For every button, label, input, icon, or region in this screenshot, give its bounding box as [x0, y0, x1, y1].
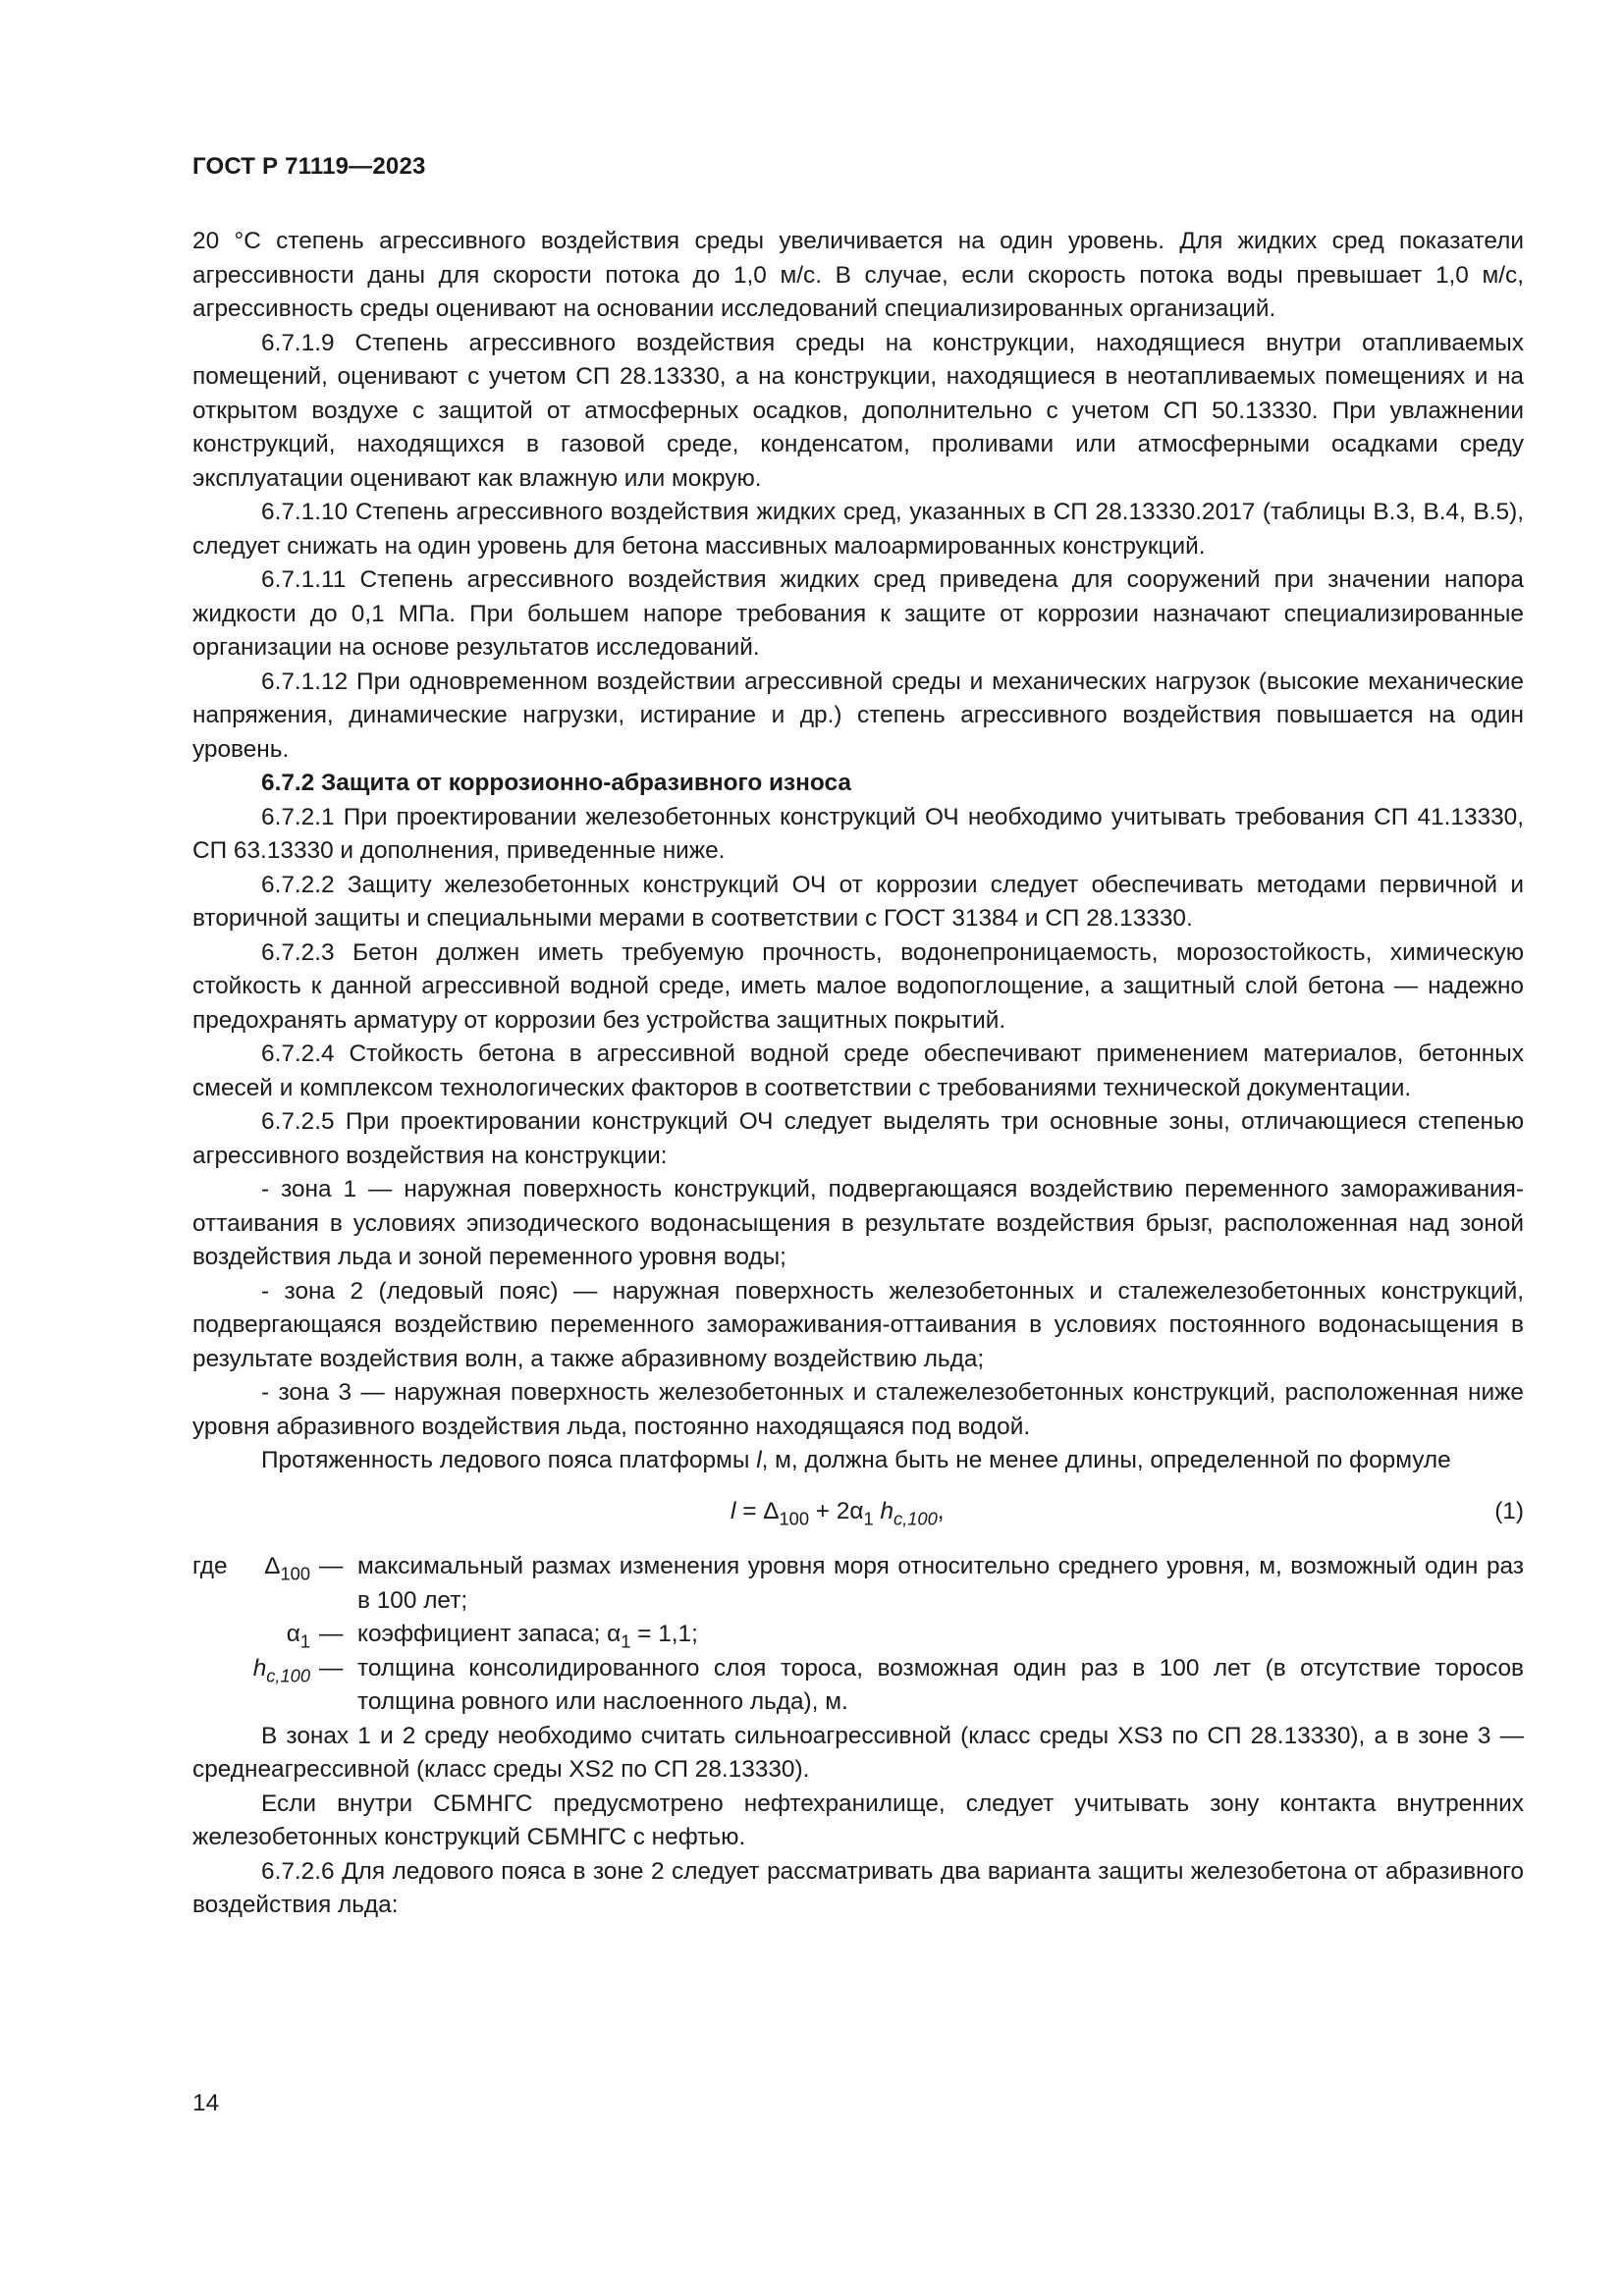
paragraph-6-7-2-2: 6.7.2.2 Защиту железобетонных конструкций ОЧ от коррозии следует обеспечивать методами первичной и вторичной защиты и специальными мерами в соответствии с ГОСТ 31384 и СП 28.13330. — [192, 871, 1524, 932]
paragraph-ice-belt-length: Протяженность ледового пояса платформы l, м, должна быть не менее длины, определенной по формуле — [261, 1447, 1451, 1473]
section-heading-6-7-2: 6.7.2 Защита от коррозионно-абразивного износа — [261, 770, 851, 796]
paragraph-6-7-2-6: 6.7.2.6 Для ледового пояса в зоне 2 следует рассматривать два варианта защиты железобетона от абразивного воздействия льда: — [192, 1857, 1524, 1918]
legend-symbol: $\alpha_1$ — [286, 1621, 310, 1652]
list-item-zone-1: - зона 1 — наружная поверхность конструкций, подвергающаяся воздействию переменного замораживания-оттаивания в условиях эпизодического водонасыщения в результате воздействия брызг, расположенная над зоной воздействия льда и зоной переменного уровня воды; — [192, 1176, 1524, 1270]
legend-text: толщина консолидированного слоя тороса, возможная один раз в 100 лет (в отсутствие торосов толщина ровного или наслоенного льда), м. — [357, 1654, 1524, 1715]
legend-item-alpha: $\alpha_1$ — коэффициент запаса; $\alpha_1 = 1,1$; — [192, 1618, 1524, 1652]
paragraph-6-7-1-12: 6.7.1.12 При одновременном воздействии агрессивной среды и механических нагрузок (высокие механические напряжения, динамические нагрузки, истирание и др.) степень агрессивного воздействия повышается на один уровень. — [192, 667, 1524, 763]
paragraph-zone-classes: В зонах 1 и 2 среду необходимо считать сильноагрессивной (класс среды XS3 по СП 28.13330), а в зоне 3 — среднеагрессивной (класс среды XS2 по СП 28.13330). — [192, 1722, 1524, 1783]
legend-text: коэффициент запаса; $\alpha_1 = 1,1$; — [357, 1621, 698, 1652]
paragraph-6-7-1-9: 6.7.1.9 Степень агрессивного воздействия среды на конструкции, находящиеся внутри отапливаемых помещений, оценивают с учетом СП 28.13330, а на конструкции, находящиеся в неотапливаемых помещениях и на открытом воздухе с защитой от атмосферных осадков, дополнительно с учетом СП 50.13330. При увлажнении конструкций, находящихся в газовой среде, конденсатом, проливами или атмосферными осадками среду эксплуатации оценивают как влажную или мокрую. — [192, 329, 1524, 492]
list-item-zone-3: - зона 3 — наружная поверхность железобетонных и сталежелезобетонных конструкций, расположенная ниже уровня абразивного воздействия льда, постоянно находящаяся под водой. — [192, 1379, 1524, 1440]
paragraph-6-7-1-10: 6.7.1.10 Степень агрессивного воздействия жидких сред, указанных в СП 28.13330.2017 (таблицы В.3, В.4, В.5), следует снижать на один уровень для бетона массивных малоармированных конструкций. — [192, 499, 1524, 560]
document-body — [192, 225, 1524, 1923]
paragraph-6-7-1-11: 6.7.1.11 Степень агрессивного воздействия жидких сред приведена для сооружений при значении напора жидкости до 0,1 МПа. При большем напоре требования к защите от коррозии назначают специализированные организации на основе результатов исследований. — [192, 566, 1524, 661]
variable-l: l — [756, 1447, 762, 1473]
paragraph-6-7-2-3: 6.7.2.3 Бетон должен иметь требуемую прочность, водонепроницаемость, морозостойкость, химическую стойкость к данной агрессивной водной среде, иметь малое водопоглощение, а защитный слой бетона — надежно предохранять арматуру от коррозии без устройства защитных покрытий. — [192, 938, 1524, 1034]
formula-expression: $l = \Delta_{100} + 2\alpha_1$ $h_{c,100}$, — [731, 1497, 945, 1528]
paragraph-6-7-2-5: 6.7.2.5 При проектировании конструкций ОЧ следует выделять три основные зоны, отличающиеся степенью агрессивного воздействия на конструкции: — [192, 1108, 1524, 1169]
paragraph: 20 °С степень агрессивного воздействия среды увеличивается на один уровень. Для жидких сред показатели агрессивности даны для скорости потока до 1,0 м/с. В случае, если скорость потока воды превышает 1,0 м/с, агрессивность среды оценивают на основании исследований специализированных организаций. — [192, 228, 1524, 322]
legend-where-word: где — [192, 1553, 228, 1579]
formula-1 — [192, 1495, 1524, 1529]
legend-text: максимальный размах изменения уровня моря относительно среднего уровня, м, возможный один раз в 100 лет; — [357, 1553, 1524, 1614]
document-header: ГОСТ Р 71119—2023 — [192, 153, 426, 180]
legend-symbol: $\Delta_{100}$ — [264, 1553, 310, 1584]
paragraph-6-7-2-4: 6.7.2.4 Стойкость бетона в агрессивной водной среде обеспечивают применением материалов, бетонных смесей и комплексом технологических факторов в соответствии с требованиями технической документации. — [192, 1041, 1524, 1101]
formula-number: (1) — [1494, 1497, 1524, 1524]
legend-item-delta: где $\Delta_{100}$ — максимальный размах изменения уровня моря относительно среднего уровня, м, возможный один раз в 100 лет; — [192, 1550, 1524, 1618]
paragraph-oil-storage: Если внутри СБМНГС предусмотрено нефтехранилище, следует учитывать зону контакта внутренних железобетонных конструкций СБМНГС с нефтью. — [192, 1789, 1524, 1850]
list-item-zone-2: - зона 2 (ледовый пояс) — наружная поверхность железобетонных и сталежелезобетонных конструкций, подвергающаяся воздействию переменного замораживания-оттаивания в условиях постоянного водонасыщения в результате воздействия волн, а также абразивному воздействию льда; — [192, 1277, 1524, 1372]
legend-symbol: $h_{c,100}$ — [252, 1654, 310, 1685]
formula-legend — [192, 1550, 1524, 1720]
legend-item-h: $h_{c,100}$ — толщина консолидированного слоя тороса, возможная один раз в 100 лет (в отсутствие торосов толщина ровного или наслоенного льда), м. — [192, 1652, 1524, 1720]
paragraph-6-7-2-1: 6.7.2.1 При проектировании железобетонных конструкций ОЧ необходимо учитывать требования СП 41.13330, СП 63.13330 и дополнения, приведенные ниже. — [192, 803, 1524, 864]
page-number: 14 — [192, 2090, 220, 2116]
